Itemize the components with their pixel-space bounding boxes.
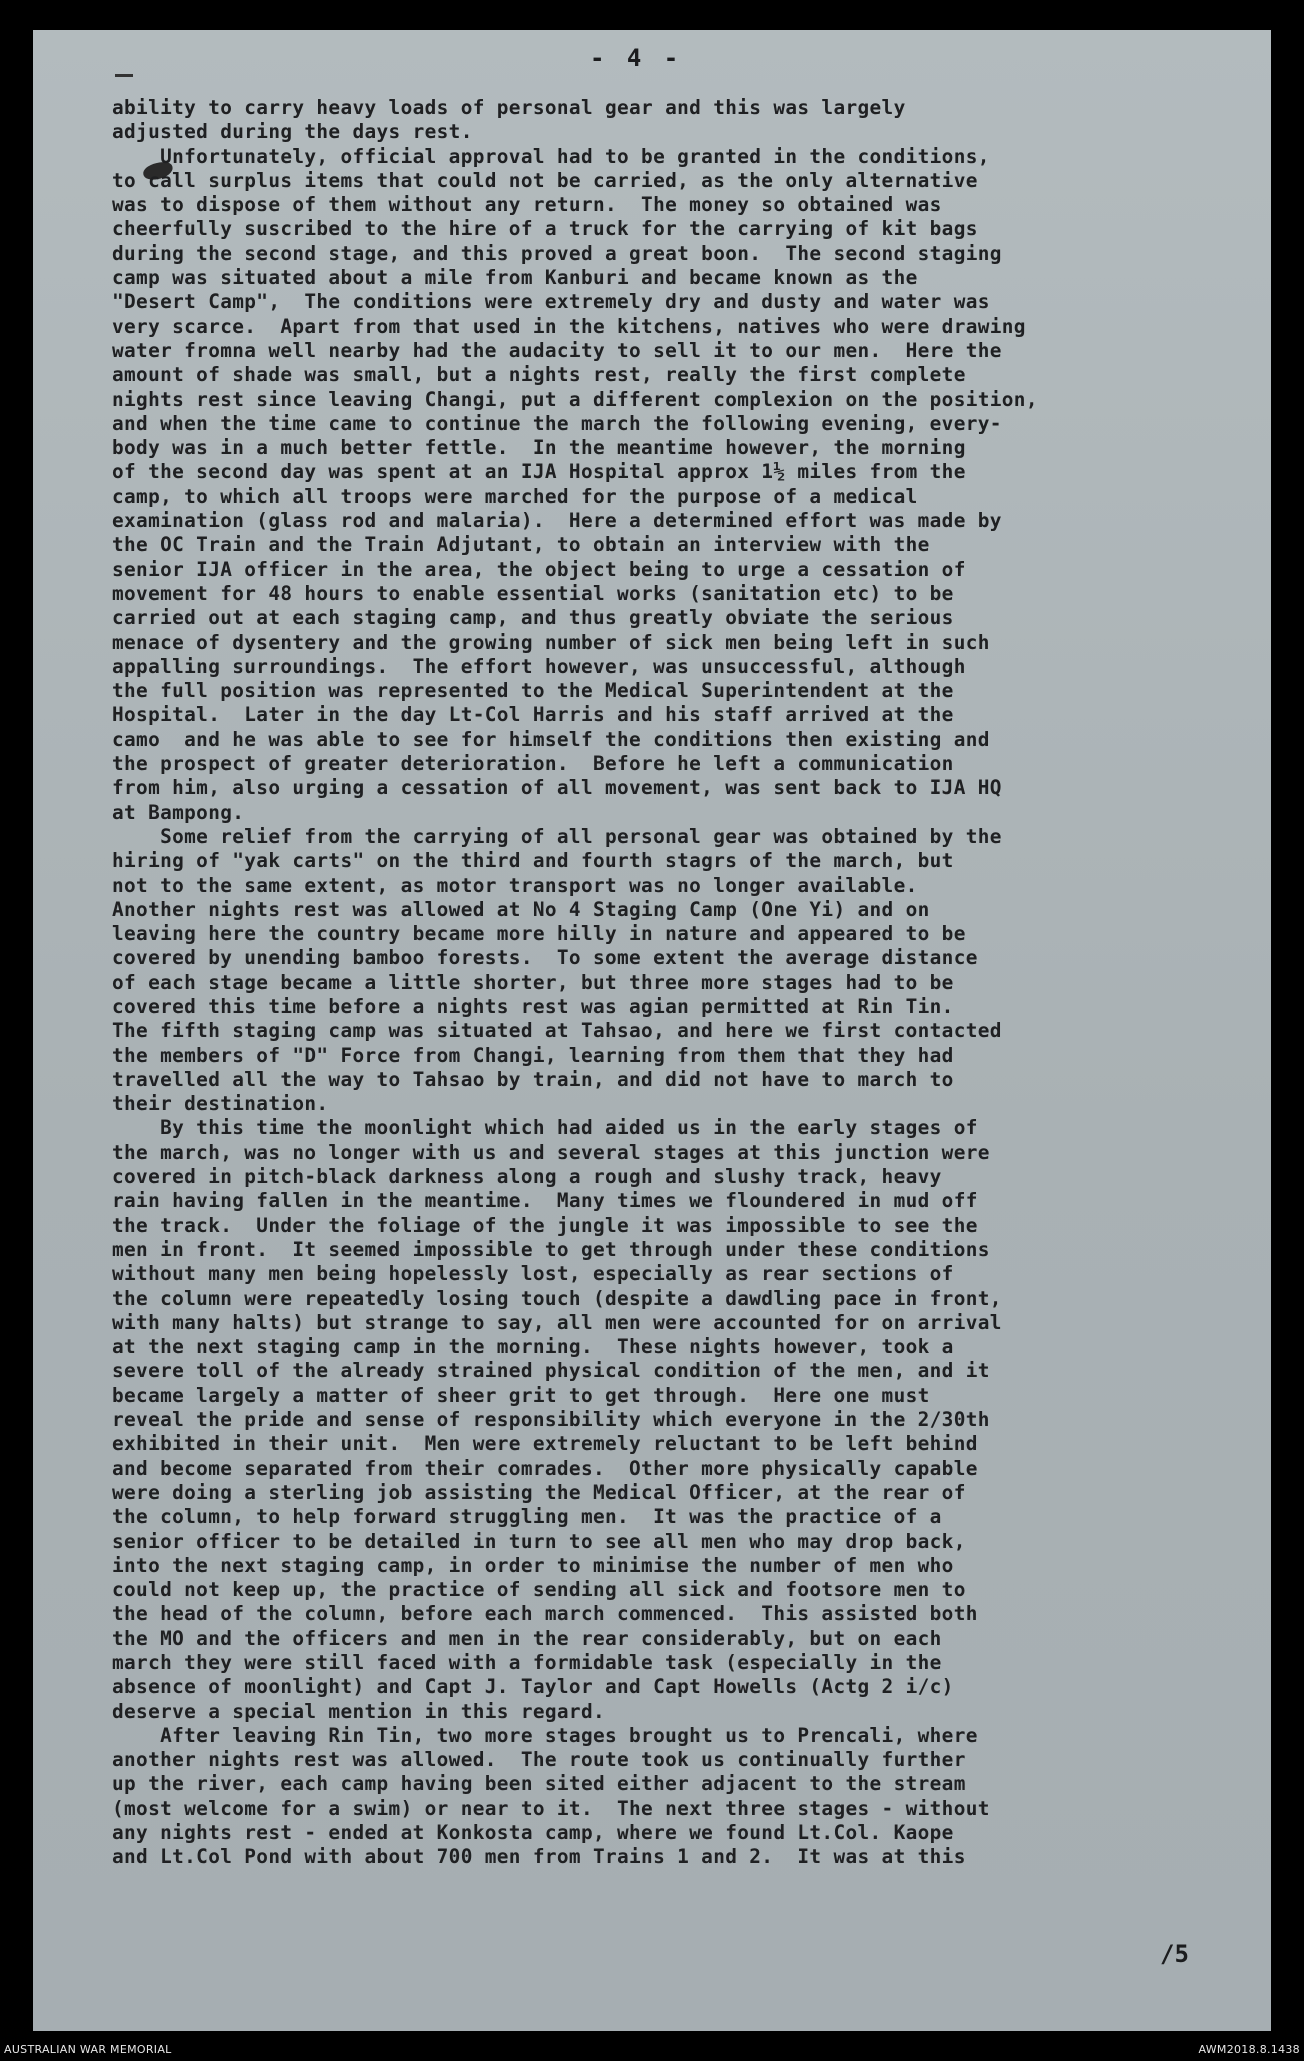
text-line: severe toll of the already strained physical condition of the men, and it [112,1359,990,1383]
text-line: camo and he was able to see for himself the conditions then existing and [112,727,990,751]
margin-mark [115,74,133,77]
text-line: was to dispose of them without any return. The money so obtained was [112,193,942,217]
text-line: very scarce. Apart from that used in the kitchens, natives who were drawing [112,314,1026,338]
text-line: at the next staging camp in the morning. These nights however, took a [112,1335,954,1359]
text-line: cheerfully suscribed to the hire of a truck for the carrying of kit bags [112,217,978,241]
text-line: into the next staging camp, in order to minimise the number of men who [112,1553,954,1577]
text-line: Hospital. Later in the day Lt-Col Harris and his staff arrived at the [112,703,954,727]
text-line: the full position was represented to the Medical Superintendent at the [112,679,954,703]
text-line: absence of moonlight) and Capt J. Taylor and Capt Howells (Actg 2 i/c) [112,1675,954,1699]
text-line: any nights rest - ended at Konkosta camp, where we found Lt.Col. Kaope [112,1821,954,1845]
text-line: Unfortunately, official approval had to be granted in the conditions, [112,144,990,168]
text-line: covered by unending bamboo forests. To some extent the average distance [112,946,978,970]
continuation-marker: /5 [1160,1940,1189,1968]
typed-body-text [112,96,1262,1870]
text-line: were doing a sterling job assisting the Medical Officer, at the rear of [112,1480,966,1504]
text-line: men in front. It seemed impossible to get through under these conditions [112,1237,990,1261]
text-line: their destination. [112,1092,329,1116]
footer-institution: AUSTRALIAN WAR MEMORIAL [4,2043,172,2056]
text-line: the prospect of greater deterioration. Before he left a communication [112,752,954,776]
text-line: After leaving Rin Tin, two more stages brought us to Prencali, where [112,1723,978,1747]
text-line: deserve a special mention in this regard. [112,1699,605,1723]
text-line: amount of shade was small, but a nights rest, really the first complete [112,363,966,387]
text-line: the track. Under the foliage of the jungle it was impossible to see the [112,1213,978,1237]
text-line: nights rest since leaving Changi, put a different complexion on the position, [112,387,1038,411]
text-line: water fromna well nearby had the audacity to sell it to our men. Here the [112,338,1002,362]
text-line: rain having fallen in the meantime. Many times we floundered in mud off [112,1189,978,1213]
text-line: the head of the column, before each march commenced. This assisted both [112,1602,978,1626]
text-line: the members of "D" Force from Changi, learning from them that they had [112,1043,954,1067]
text-line: leaving here the country became more hilly in nature and appeared to be [112,922,966,946]
text-line: adjusted during the days rest. [112,120,473,144]
text-line: another nights rest was allowed. The route took us continually further [112,1748,966,1772]
text-line: march they were still faced with a formidable task (especially in the [112,1651,942,1674]
text-line: camp was situated about a mile from Kanburi and became known as the [112,266,918,290]
text-line: the column were repeatedly losing touch (despite a dawdling pace in front, [112,1286,1002,1310]
text-line: covered in pitch-black darkness along a rough and slushy track, heavy [112,1165,942,1189]
text-line: appalling surroundings. The effort however, was unsuccessful, although [112,654,966,678]
archive-footer [0,2040,1304,2061]
text-line: of the second day was spent at an IJA Hospital approx 1½ miles from the [112,460,966,484]
text-line: Some relief from the carrying of all personal gear was obtained by the [112,824,1002,848]
text-line: senior IJA officer in the area, the object being to urge a cessation of [112,557,966,581]
text-line: reveal the pride and sense of responsibility which everyone in the 2/30th [112,1408,990,1432]
text-line: hiring of "yak carts" on the third and fourth stagrs of the march, but [112,849,954,873]
footer-reference-id: AWM2018.8.1438 [1198,2043,1300,2056]
text-line: of each stage became a little shorter, but three more stages had to be [112,970,954,994]
text-line: "Desert Camp", The conditions were extremely dry and dusty and water was [112,290,990,314]
text-line: the OC Train and the Train Adjutant, to obtain an interview with the [112,533,930,557]
text-line: during the second stage, and this proved a great boon. The second staging [112,241,1002,265]
text-line: the march, was no longer with us and several stages at this junction were [112,1140,990,1164]
text-line: travelled all the way to Tahsao by train, and did not have to march to [112,1067,954,1091]
page-number: - 4 - [590,44,683,72]
text-line: carried out at each staging camp, and thus greatly obviate the serious [112,606,954,630]
text-line: not to the same extent, as motor transport was no longer available. [112,873,918,897]
text-line: covered this time before a nights rest was agian permitted at Rin Tin. [112,994,954,1018]
text-line: ability to carry heavy loads of personal gear and this was largely [112,96,906,119]
text-line: became largely a matter of sheer grit to get through. Here one must [112,1383,930,1407]
text-line: up the river, each camp having been sited either adjacent to the stream [112,1772,966,1796]
text-line: Another nights rest was allowed at No 4 Staging Camp (One Yi) and on [112,897,930,921]
text-line: the MO and the officers and men in the rear considerably, but on each [112,1626,942,1650]
text-line: and become separated from their comrades. Other more physically capable [112,1456,978,1480]
text-line: By this time the moonlight which had aided us in the early stages of [112,1116,978,1140]
text-line: the column, to help forward struggling men. It was the practice of a [112,1505,942,1529]
text-line: senior officer to be detailed in turn to see all men who may drop back, [112,1529,966,1553]
text-line: to call surplus items that could not be carried, as the only alternative [112,168,978,192]
text-line: could not keep up, the practice of sending all sick and footsore men to [112,1578,966,1602]
text-line: (most welcome for a swim) or near to it. The next three stages - without [112,1796,990,1820]
text-line: camp, to which all troops were marched for the purpose of a medical [112,484,918,508]
text-line: examination (glass rod and malaria). Here a determined effort was made by [112,509,1002,533]
text-line: exhibited in their unit. Men were extremely reluctant to be left behind [112,1432,978,1456]
text-line: at Bampong. [112,800,245,824]
text-line: without many men being hopelessly lost, especially as rear sections of [112,1262,954,1286]
text-line: and when the time came to continue the march the following evening, every- [112,411,1002,435]
text-line: menace of dysentery and the growing number of sick men being left in such [112,630,990,654]
text-line: with many halts) but strange to say, all men were accounted for on arrival [112,1310,1002,1334]
text-line: The fifth staging camp was situated at Tahsao, and here we first contacted [112,1019,1002,1043]
text-line: body was in a much better fettle. In the meantime however, the morning [112,436,966,460]
text-line: movement for 48 hours to enable essential works (sanitation etc) to be [112,581,954,605]
text-line: from him, also urging a cessation of all movement, was sent back to IJA HQ [112,776,1002,800]
text-line: and Lt.Col Pond with about 700 men from Trains 1 and 2. It was at this [112,1845,966,1869]
